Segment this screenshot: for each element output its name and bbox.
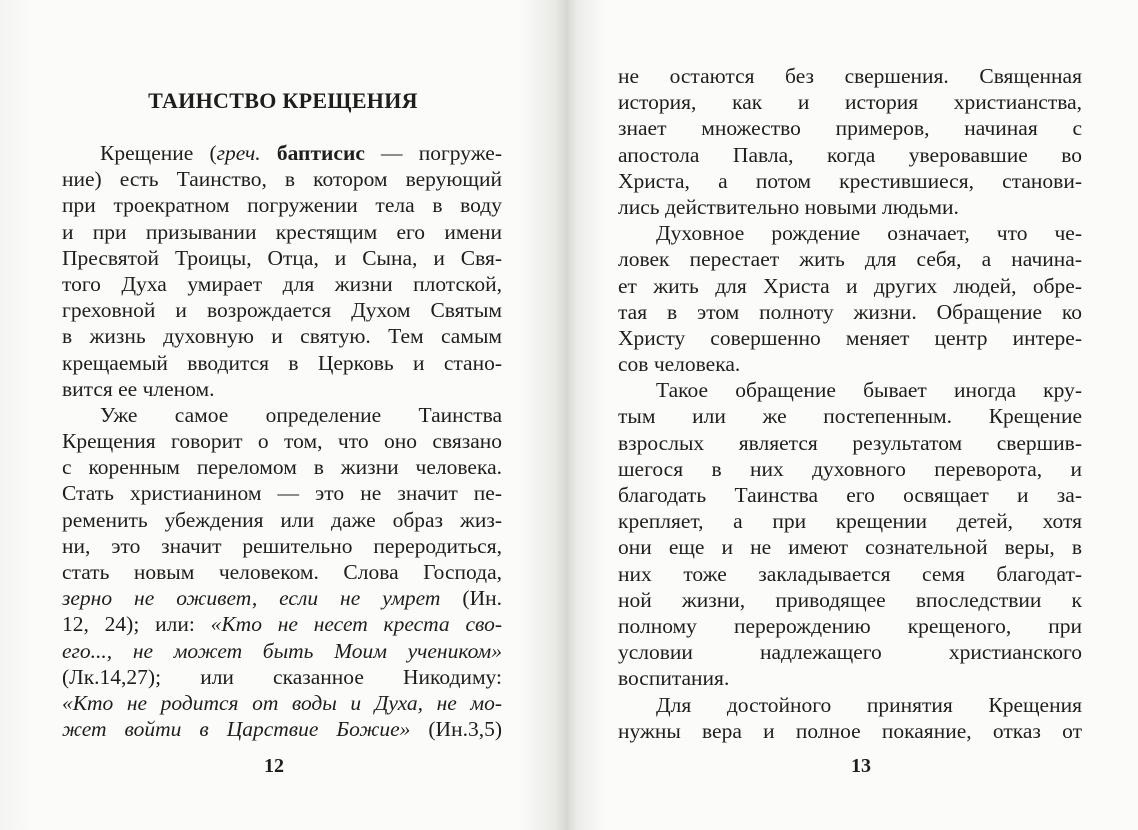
text-line bbox=[62, 350, 502, 376]
text-line bbox=[62, 585, 502, 611]
italic-text: «Кто не несет креста сво- bbox=[210, 612, 502, 637]
text-run: ни, это значит решительно переродиться, bbox=[62, 533, 502, 558]
text-line bbox=[618, 587, 1082, 613]
text-line bbox=[62, 245, 502, 271]
italic-text: «Кто не родится от воды и Духа, не мо- bbox=[62, 690, 502, 715]
text-run: благодать Таинства его освящает и за- bbox=[618, 483, 1082, 507]
paragraph bbox=[62, 140, 502, 402]
text-line bbox=[618, 89, 1082, 115]
paragraph bbox=[62, 402, 502, 742]
text-line bbox=[618, 561, 1082, 587]
text-line bbox=[618, 325, 1082, 351]
text-run: ной жизни, приводящее впоследствии к bbox=[618, 587, 1082, 612]
text-line bbox=[618, 246, 1082, 272]
paragraph bbox=[618, 377, 1082, 691]
text-line bbox=[62, 533, 502, 559]
text-line bbox=[618, 377, 1082, 403]
text-line bbox=[618, 273, 1082, 299]
text-line bbox=[62, 664, 502, 690]
text-run: — погруже- bbox=[364, 141, 503, 165]
text-line bbox=[618, 194, 1082, 220]
text-line bbox=[618, 142, 1082, 168]
text-run: воспитания. bbox=[618, 666, 730, 691]
text-run: греховной и возрождается Духом Святым bbox=[62, 298, 502, 323]
text-run: апостола Павла, когда уверовавшие во bbox=[618, 142, 1082, 167]
text-run: Пресвятой Троицы, Отца, и Сына, и Свя- bbox=[62, 245, 502, 270]
left-page bbox=[0, 0, 566, 830]
chapter-title: ТАИНСТВО КРЕЩЕНИЯ bbox=[148, 88, 418, 113]
text-run: 12, 24); или: bbox=[62, 612, 211, 637]
text-line bbox=[618, 220, 1082, 246]
bold-text: баптисис bbox=[276, 141, 365, 165]
text-line bbox=[62, 376, 502, 402]
text-run: Стать христианином — это не значит пе- bbox=[62, 481, 502, 506]
text-line bbox=[618, 115, 1082, 141]
text-run: Уже самое определение Таинства bbox=[100, 402, 502, 427]
text-run: крепляет, а при крещении детей, хотя bbox=[618, 509, 1082, 534]
text-run: них тоже закладывается семя благодат- bbox=[618, 561, 1082, 586]
italic-text: жет войти в Царствие Божие» bbox=[62, 717, 411, 742]
text-run: того Духа умирает для жизни плотской, bbox=[62, 271, 502, 296]
text-line bbox=[618, 718, 1082, 744]
left-page-body bbox=[62, 140, 502, 742]
text-run: Для достойного принятия Крещения bbox=[656, 692, 1082, 717]
text-line bbox=[62, 166, 502, 192]
right-page-body bbox=[618, 63, 1082, 744]
text-line bbox=[618, 508, 1082, 534]
text-run: (Лк.14,27); или сказанное Никодиму: bbox=[62, 664, 502, 689]
text-line bbox=[618, 351, 1082, 377]
text-line bbox=[618, 665, 1082, 691]
text-run: стать новым человеком. Слова Господа, bbox=[62, 560, 502, 584]
text-run: (Ин.3,5) bbox=[410, 717, 502, 742]
text-line bbox=[62, 323, 502, 349]
text-run: крещаемый вводится в Церковь и стано- bbox=[62, 350, 502, 375]
text-line bbox=[62, 690, 502, 716]
text-line bbox=[62, 507, 502, 533]
text-run: сов человека. bbox=[618, 352, 741, 377]
text-line bbox=[62, 297, 502, 323]
text-run: Крещения говорит о том, что оно связано bbox=[62, 429, 502, 454]
text-run: Такое обращение бывает иногда кру- bbox=[656, 378, 1082, 403]
page-number: 12 bbox=[264, 755, 284, 777]
text-run: нужны вера и полное покаяние, отказ от bbox=[618, 718, 1082, 743]
paragraph bbox=[618, 63, 1082, 220]
text-run: условии надлежащего христианского bbox=[618, 640, 1082, 665]
text-run: полному перерождению крещеного, при bbox=[618, 613, 1082, 638]
paragraph bbox=[618, 692, 1082, 744]
text-run: взрослых является результатом свершив- bbox=[618, 430, 1082, 455]
text-run: ет жить для Христа и других людей, обре- bbox=[618, 273, 1082, 298]
text-line bbox=[62, 454, 502, 480]
text-run: при троекратном погружении тела в воду bbox=[62, 193, 502, 218]
text-line bbox=[62, 271, 502, 297]
text-run: тым или же постепенным. Крещение bbox=[618, 404, 1082, 429]
text-line bbox=[618, 168, 1082, 194]
text-run: вится ее членом. bbox=[62, 376, 215, 401]
italic-text: греч. bbox=[216, 141, 261, 165]
italic-text: зерно не оживет, если не умрет bbox=[62, 586, 441, 611]
text-line bbox=[618, 430, 1082, 456]
text-line bbox=[618, 456, 1082, 482]
text-line bbox=[62, 428, 502, 454]
text-line bbox=[62, 611, 502, 637]
text-run: с коренным переломом в жизни человека. bbox=[62, 455, 502, 480]
text-run: ние) есть Таинство, в котором верующий bbox=[62, 167, 502, 192]
text-line bbox=[618, 299, 1082, 325]
text-run: история, как и история христианства, bbox=[618, 90, 1082, 115]
text-run: шегося в них духовного переворота, и bbox=[618, 456, 1082, 481]
text-line bbox=[62, 402, 502, 428]
text-run: в жизнь духовную и святую. Тем самым bbox=[62, 324, 502, 349]
text-run: Христа, а потом крестившиеся, станови- bbox=[618, 168, 1082, 193]
text-run: не остаются без свершения. Священная bbox=[618, 64, 1082, 88]
text-run: ременить убеждения или даже образ жиз- bbox=[62, 507, 502, 532]
text-run: лись действительно новыми людьми. bbox=[618, 194, 959, 219]
text-run: они еще и не имеют сознательной веры, в bbox=[618, 535, 1082, 560]
text-run: Духовное рождение означает, что че- bbox=[656, 221, 1082, 246]
text-line bbox=[618, 403, 1082, 429]
text-line bbox=[618, 639, 1082, 665]
text-run: Христу совершенно меняет центр интере- bbox=[618, 325, 1082, 350]
text-line bbox=[62, 716, 502, 742]
text-line bbox=[62, 559, 502, 585]
text-line bbox=[62, 219, 502, 245]
text-line bbox=[618, 613, 1082, 639]
text-run: Крещение ( bbox=[100, 141, 217, 165]
text-run bbox=[261, 141, 277, 165]
text-line bbox=[62, 192, 502, 218]
text-run: ловек перестает жить для себя, а начина- bbox=[618, 247, 1082, 272]
text-line bbox=[618, 534, 1082, 560]
text-run: (Ин. bbox=[440, 586, 502, 611]
text-run: тая в этом полноту жизни. Обращение ко bbox=[618, 299, 1082, 324]
paragraph bbox=[618, 220, 1082, 377]
italic-text: его..., не может быть Моим учеником» bbox=[62, 638, 502, 663]
text-line bbox=[618, 63, 1082, 89]
text-line bbox=[62, 638, 502, 664]
text-line bbox=[618, 482, 1082, 508]
text-run: и при призывании крестящим его имени bbox=[62, 219, 502, 244]
page-number: 13 bbox=[851, 755, 871, 777]
text-line bbox=[62, 480, 502, 506]
text-run: знает множество примеров, начиная с bbox=[618, 116, 1082, 141]
text-line bbox=[62, 140, 502, 166]
right-page bbox=[566, 0, 1138, 830]
text-line bbox=[618, 692, 1082, 718]
